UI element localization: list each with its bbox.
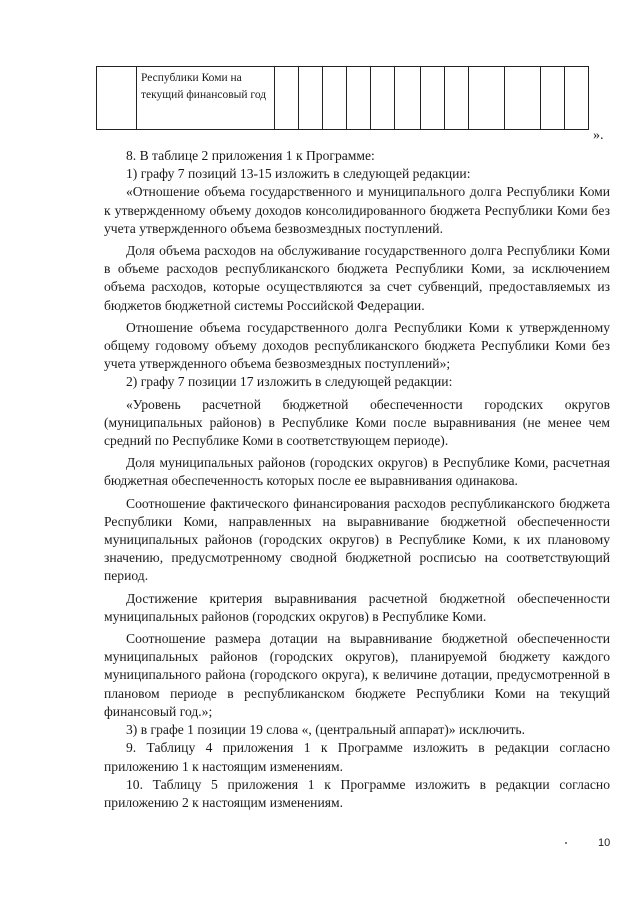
table-cell (421, 67, 445, 130)
table-cell (371, 67, 395, 130)
paragraph: 9. Таблицу 4 приложения 1 к Программе изложить в редакции согласно приложению 1 к настоящим изменениям. (104, 740, 610, 774)
paragraph: Соотношение размера дотации на выравнивание бюджетной обеспеченности муниципальных районов (городских округов), планируемой бюджету каждого муниципального района (городского округа), к величине дотации, предусмотренной в плановом периоде в республиканском бюджете Республики Коми на текущий финансовый год.»; (104, 631, 610, 719)
table-cell (275, 67, 299, 130)
table-cell (541, 67, 565, 130)
paragraph: Отношение объема государственного долга Республики Коми к утвержденному общему годовому объему доходов республиканского бюджета Республики Коми без учета утвержденного объема безвозмездных поступлений»; (104, 319, 610, 372)
paragraph: 2) графу 7 позиции 17 изложить в следующей редакции: (126, 374, 453, 390)
table-cell-name: Республики Коми на текущий финансовый год (137, 67, 275, 130)
table-cell (469, 67, 505, 130)
paragraph: «Отношение объема государственного и муниципального долга Республики Коми к утвержденному объему доходов консолидированного бюджета Республики Коми без учета утвержденного объема безвозмездных поступлений. (104, 184, 610, 236)
body-text (104, 147, 610, 812)
paragraph: «Уровень расчетной бюджетной обеспеченности городских округов (муниципальных районов) в Республике Коми после выравнивания (не менее чем средний по Республике Коми в соответствующем периоде). (104, 396, 610, 449)
scan-speck (565, 842, 567, 844)
paragraph: Доля объема расходов на обслуживание государственного долга Республики Коми в объеме расходов республиканского бюджета Республики Коми, за исключением объема расходов, которые осуществляются за счет субвенций, предоставляемых из бюджетов бюджетной системы Российской Федерации. (104, 243, 610, 313)
paragraph: Достижение критерия выравнивания расчетной бюджетной обеспеченности муниципальных районов (городских округов) в Республике Коми. (104, 590, 610, 624)
paragraph: 8. В таблице 2 приложения 1 к Программе: (126, 148, 375, 163)
table-row (97, 67, 589, 130)
paragraph: Соотношение фактического финансирования расходов республиканского бюджета Республики Коми, направленных на выравнивание бюджетной обеспеченности муниципальных районов (городских округов) в Республике Коми, к их плановому значению, предусмотренному сводной бюджетной росписью на соответствующий период. (104, 495, 610, 584)
table-cell (299, 67, 323, 130)
table-cell (323, 67, 347, 130)
paragraph: Доля муниципальных районов (городских округов) в Республике Коми, расчетная бюджетная обеспеченность которых после ее выравнивания одинакова. (104, 455, 610, 489)
paragraph: 1) графу 7 позиций 13-15 изложить в следующей редакции: (126, 166, 471, 182)
page-number: 10 (598, 837, 611, 849)
table-cell (505, 67, 541, 130)
closing-quote: ». (593, 128, 604, 143)
paragraph: 3) в графе 1 позиции 19 слова «, (центральный аппарат)» исключить. (126, 722, 525, 738)
table-cell (565, 67, 589, 130)
table-cell (395, 67, 421, 130)
paragraph: 10. Таблицу 5 приложения 1 к Программе изложить в редакции согласно приложению 2 к настоящим изменениям. (104, 776, 610, 810)
table-cell (445, 67, 469, 130)
table-cell (347, 67, 371, 130)
table-fragment (96, 66, 589, 130)
table-cell (97, 67, 137, 130)
